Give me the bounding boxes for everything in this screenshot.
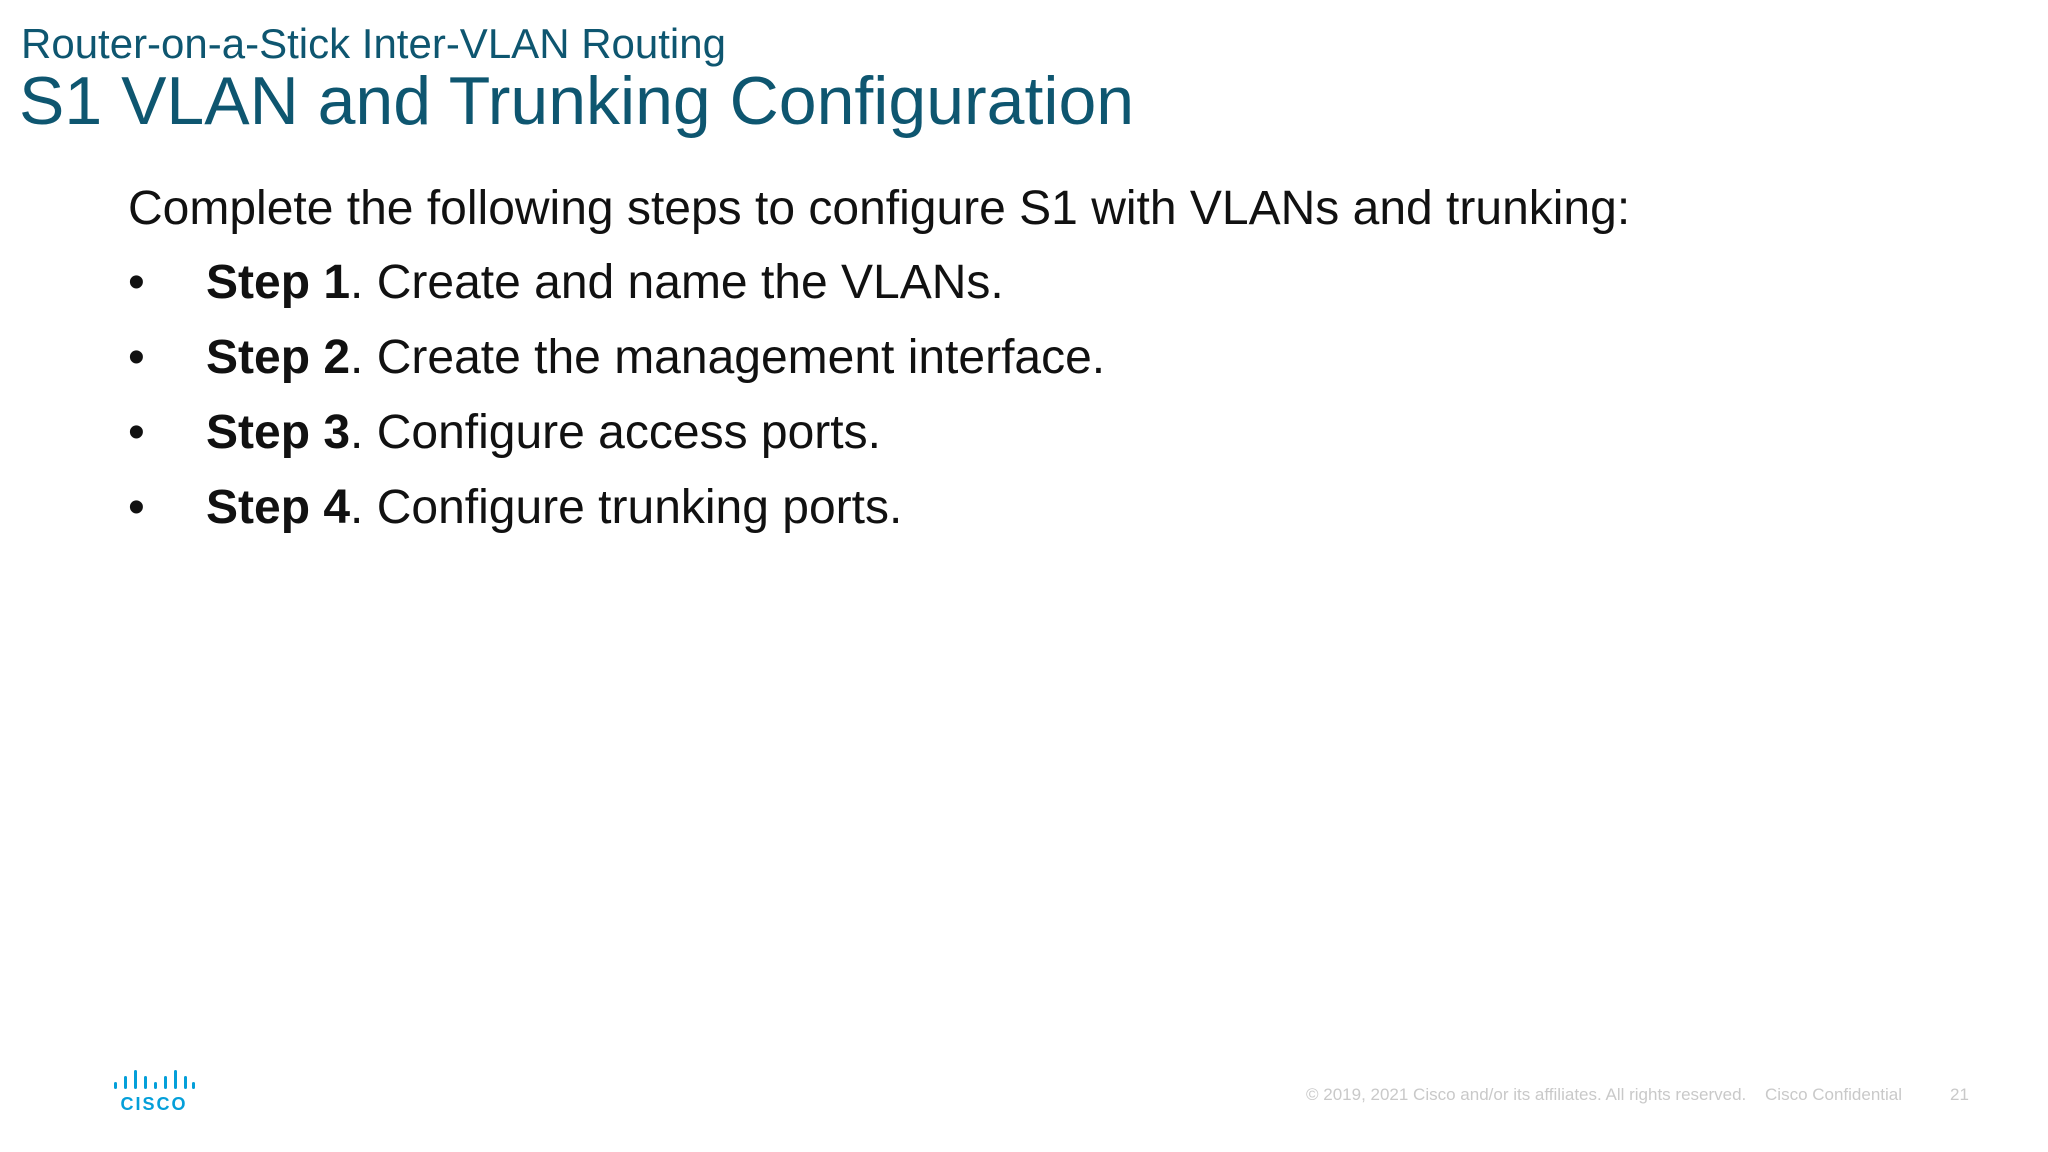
slide-title: S1 VLAN and Trunking Configuration [19,63,1135,139]
slide-body [128,178,1978,552]
slide-subtitle: Router-on-a-Stick Inter-VLAN Routing [21,20,726,67]
list-item [128,402,1978,464]
confidential-text: Cisco Confidential [1765,1085,1903,1104]
logo-text: CISCO [120,1094,188,1114]
cisco-logo-icon [112,1064,196,1114]
steps-list [128,252,1978,539]
step-label: Step 1 [206,256,351,309]
bullet-icon: • [128,331,145,384]
step-text: . Create and name the VLANs. [350,256,1004,309]
step-label: Step 4 [206,481,351,534]
step-text: . Configure trunking ports. [350,481,903,534]
list-item [128,327,1978,389]
copyright-text: © 2019, 2021 Cisco and/or its affiliates. All rights reserved. [1306,1085,1747,1104]
bullet-icon: • [128,481,145,534]
bullet-icon: • [128,406,145,459]
page-number: 21 [1950,1085,1969,1104]
step-text: . Create the management interface. [350,331,1106,384]
list-item [128,252,1978,314]
intro-text: Complete the following steps to configure S1 with VLANs and trunking: [128,182,1631,235]
bullet-icon: • [128,256,145,309]
step-text: . Configure access ports. [350,406,881,459]
step-label: Step 2 [206,331,351,384]
list-item [128,477,1978,539]
step-label: Step 3 [206,406,351,459]
footer [1306,1085,1916,1105]
